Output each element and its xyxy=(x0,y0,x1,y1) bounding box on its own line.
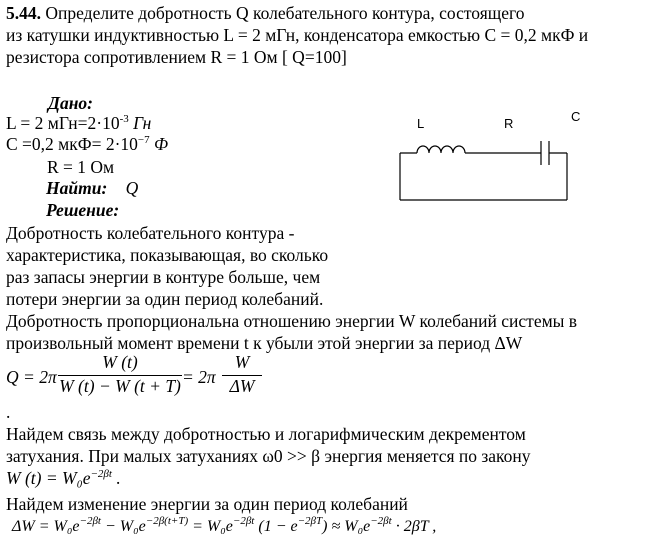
find-value: Q xyxy=(125,178,139,198)
label-R: R xyxy=(504,116,514,131)
para1-line3: раз запасы энергии в контуре больше, чем xyxy=(6,267,321,287)
given-C-text: C =0,2 мкФ= 2·10 xyxy=(6,134,138,154)
q-formula-denominator: W (t) − W (t + T) xyxy=(59,376,181,396)
circuit-diagram xyxy=(395,108,625,218)
find-label: Найти: xyxy=(46,178,108,198)
q-formula-numerator2: W xyxy=(234,352,250,372)
given-C-exp: −7 xyxy=(137,134,150,146)
problem-line-3: резистора сопротивлением R = 1 Ом [ Q=100] xyxy=(6,47,347,67)
given-R: R = 1 Ом xyxy=(47,157,115,177)
para4-line: Найдем изменение энергии за один период колебаний xyxy=(6,494,408,514)
problem-number: 5.44. xyxy=(6,3,41,23)
dw-e2: −2β(t+T) xyxy=(145,515,189,527)
dw-1: ΔW = W₀e xyxy=(12,518,80,535)
dw-e5: −2βt xyxy=(370,515,392,527)
dw-2: − W₀e xyxy=(100,518,146,535)
dw-5: ) ≈ W₀e xyxy=(322,518,371,535)
para1-line1: Добротность колебательного контура - xyxy=(6,223,295,243)
q-formula-numerator: W (t) xyxy=(102,352,138,372)
given-L xyxy=(6,113,151,133)
given-heading: Дано: xyxy=(48,93,93,113)
dw-4: (1 − e xyxy=(254,518,298,535)
q-formula-lhs: Q = 2π xyxy=(6,367,57,387)
dw-3: = W₀e xyxy=(188,518,233,535)
para2-line1: Добротность пропорциональна отношению энергии W колебаний системы в xyxy=(6,311,578,331)
w-law-text: W (t) = W₀e xyxy=(6,468,91,488)
given-C-unit: Ф xyxy=(149,134,169,154)
dw-formula xyxy=(12,517,436,537)
w-law-exp: −2βt xyxy=(90,468,112,480)
given-L-text: L = 2 мГн=2·10 xyxy=(6,113,120,133)
problem-text-1: Определите добротность Q колебательного контура, состоящего xyxy=(45,3,525,23)
find-row xyxy=(46,178,138,198)
para1-line4: потери энергии за один период колебаний. xyxy=(6,289,324,309)
given-C xyxy=(6,134,168,154)
inductor-coil xyxy=(417,146,465,153)
w-law-formula xyxy=(6,468,121,488)
q-formula-eq2: = 2π xyxy=(182,367,216,387)
solution-label: Решение: xyxy=(46,200,120,220)
dw-e3: −2βt xyxy=(232,515,255,527)
given-L-unit: Гн xyxy=(128,113,152,133)
para3-line2: затухания. При малых затуханиях ω0 >> β энергия меняется по закону xyxy=(6,446,531,466)
w-law-end: . xyxy=(111,468,121,488)
dw-e1: −2βt xyxy=(79,515,101,527)
para3-line1: Найдем связь между добротностью и логарифмическим декрементом xyxy=(6,424,526,444)
dot: . xyxy=(6,402,11,422)
dw-6: · 2βT , xyxy=(391,518,437,535)
q-formula-denominator2: ΔW xyxy=(229,376,255,396)
problem-line-2: из катушки индуктивностью L = 2 мГн, конденсатора емкостью C = 0,2 мкФ и xyxy=(6,25,589,45)
para2-line2: произвольный момент времени t к убыли этой энергии за период ΔW xyxy=(6,333,523,353)
given-L-exp: -3 xyxy=(119,113,129,125)
label-L: L xyxy=(417,116,425,131)
dw-e4: −2βT xyxy=(297,515,323,527)
para1-line2: характеристика, показывающая, во сколько xyxy=(6,245,329,265)
problem-line-1 xyxy=(6,3,525,23)
label-C: C xyxy=(571,109,581,124)
